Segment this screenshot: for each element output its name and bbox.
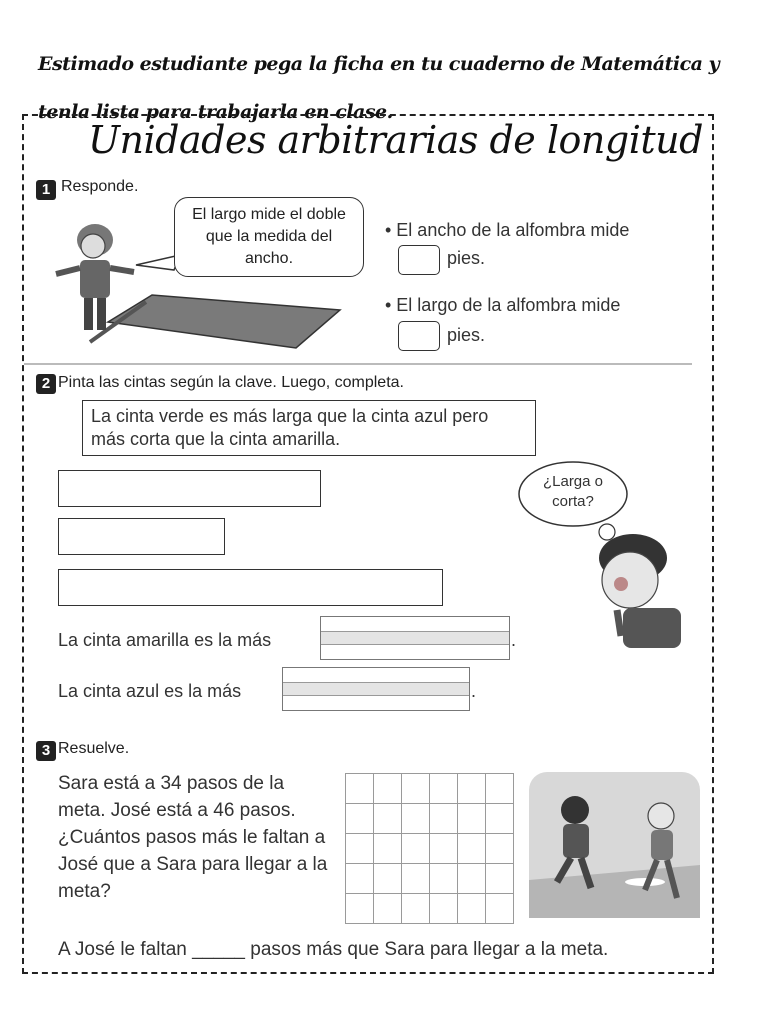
clue-box: La cinta verde es más larga que la cinta azul pero más corta que la cinta amarilla. [82,400,536,456]
unit-label-length: pies. [447,325,486,345]
girl-right-arm [110,268,134,272]
question-width: • El ancho de la alfombra mide [385,220,630,240]
girl-head [648,803,674,829]
ribbon-3[interactable] [58,569,443,606]
girl-left-arm [56,268,80,274]
girl-face [81,234,105,258]
boy-body [623,608,681,648]
answer-box-blue[interactable] [282,667,470,711]
ribbon-1[interactable] [58,470,321,507]
boy-head [561,796,589,824]
section-1-title: Responde. [61,178,139,195]
ribbon-2[interactable] [58,518,225,555]
working-grid[interactable] [345,773,514,924]
answer-pre: A José le faltan [58,939,187,960]
boy-cheek [614,577,628,591]
section-2-number: 2 [36,374,56,394]
girl-left-leg [84,298,93,330]
section-3-title: Resuelve. [58,740,130,757]
section-divider [24,363,692,365]
girl-body [80,260,110,298]
running-children-illustration [527,770,702,920]
girl-shirt [651,830,673,860]
speech-bubble: El largo mide el doble que la medida del ancho. [174,197,364,277]
boy-face [602,552,658,608]
answer-box-yellow[interactable] [320,616,510,660]
section-3-number: 3 [36,741,56,761]
section-2-title: Pinta las cintas según la clave. Luego, completa. [58,374,404,391]
period-2: . [471,681,477,701]
problem-text: Sara está a 34 pasos de la meta. José está a 46 pasos. ¿Cuántos pasos más le faltan a José que a Sara para llegar a la meta? [58,773,328,902]
answer-post: pasos más que Sara para llegar a la meta. [250,939,609,960]
section-1-number: 1 [36,180,56,200]
sentence-yellow: La cinta amarilla es la más [58,630,272,650]
period-1: . [511,630,517,650]
thought-text: ¿Larga o corta? [542,473,604,510]
answer-sentence [58,936,608,963]
answer-blank[interactable]: _____ [192,939,245,960]
girl-right-leg [97,298,106,330]
answer-box-width[interactable] [398,245,440,275]
boy-arm [617,610,621,636]
worksheet-title: Unidades arbitrarias de longitud [88,118,703,162]
unit-label-width: pies. [447,248,486,268]
thought-dot-1 [599,524,615,540]
question-length: • El largo de la alfombra mide [385,295,621,315]
intro-instruction: Estimado estudiante pega la ficha en tu cuaderno de Matemática y tenla lista para trabajarla en clase. [38,53,720,123]
sentence-blue: La cinta azul es la más [58,681,242,701]
boy-shirt [563,824,589,858]
answer-box-length[interactable] [398,321,440,351]
